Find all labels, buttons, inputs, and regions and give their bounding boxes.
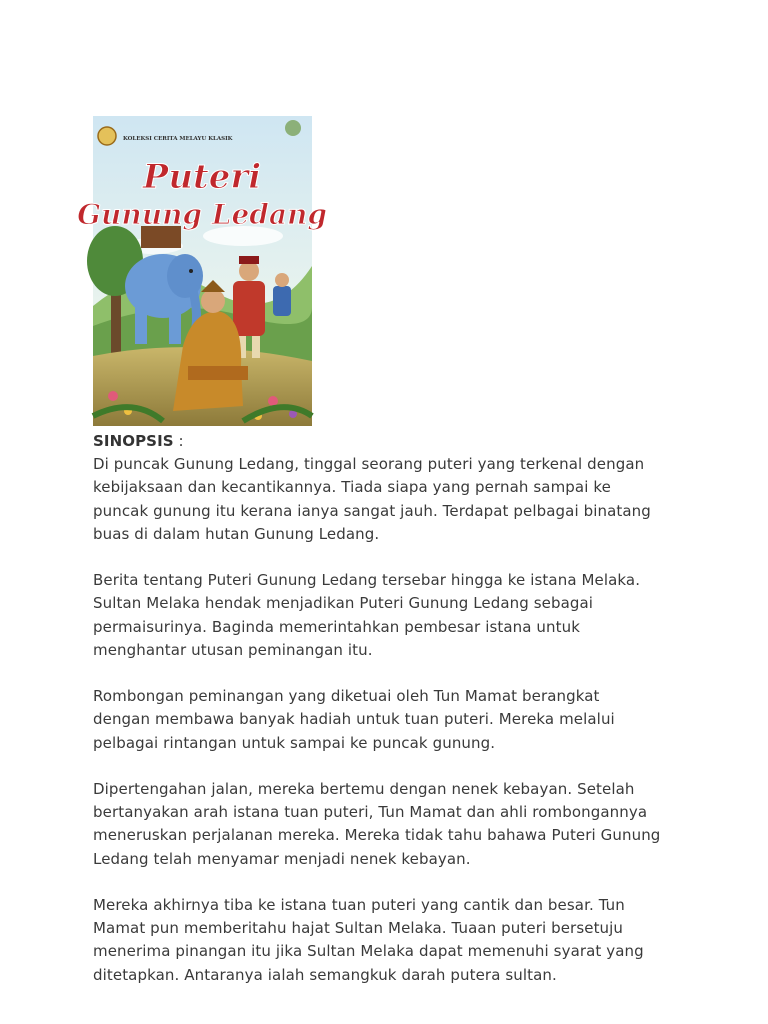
paragraph-line: dengan membawa banyak hadiah untuk tuan puteri. Mereka melalui xyxy=(93,710,615,729)
paragraph-line: meneruskan perjalanan mereka. Mereka tidak tahu bahawa Puteri Gunung xyxy=(93,826,661,845)
paragraph-line: Dipertengahan jalan, mereka bertemu dengan nenek kebayan. Setelah xyxy=(93,780,635,798)
book-cover-illustration xyxy=(77,116,327,426)
book-cover xyxy=(77,116,327,426)
paragraph-line: Ledang telah menyamar menjadi nenek kebayan. xyxy=(93,849,471,868)
paragraph-line: Mereka akhirnya tiba ke istana tuan puteri yang cantik dan besar. Tun xyxy=(93,896,625,914)
synopsis-text xyxy=(93,430,693,1010)
synopsis-heading-line xyxy=(93,430,693,453)
paragraph-line: permaisurinya. Baginda memerintahkan pembesar istana untuk xyxy=(93,617,581,636)
paragraph xyxy=(93,453,693,546)
paragraph-line: Di puncak Gunung Ledang, tinggal seorang puteri yang terkenal dengan xyxy=(93,455,645,474)
synopsis-heading: SINOPSIS xyxy=(93,432,174,450)
paragraph xyxy=(93,894,693,987)
paragraph-line: Rombongan peminangan yang diketuai oleh Tun Mamat berangkat xyxy=(93,687,600,706)
paragraph-line: menghantar utusan peminangan itu. xyxy=(93,640,373,659)
paragraph-line: Mamat pun memberitahu hajat Sultan Melaka. Tuaan puteri bersetuju xyxy=(93,919,624,938)
paragraph-line: buas di dalam hutan Gunung Ledang. xyxy=(93,524,380,543)
paragraph-line: Berita tentang Puteri Gunung Ledang tersebar hingga ke istana Melaka. xyxy=(93,571,641,590)
cover-series-text: KOLEKSI CERITA MELAYU KLASIK xyxy=(123,136,233,142)
paragraph-line: Sultan Melaka hendak menjadikan Puteri Gunung Ledang sebagai xyxy=(93,594,594,613)
paragraph-line: puncak gunung itu kerana ianya sangat jauh. Terdapat pelbagai binatang xyxy=(93,501,651,520)
synopsis-heading-colon: : xyxy=(173,432,184,450)
paragraph-line: ditetapkan. Antaranya ialah semangkuk darah putera sultan. xyxy=(93,965,557,984)
paragraph xyxy=(93,685,693,755)
paragraph-line: bertanyakan arah istana tuan puteri, Tun Mamat dan ahli rombongannya xyxy=(93,803,648,822)
cover-title-line2: Gunung Ledang xyxy=(77,198,327,231)
paragraph-line: kebijaksaan dan kecantikannya. Tiada siapa yang pernah sampai ke xyxy=(93,478,611,497)
paragraph xyxy=(93,569,693,662)
paragraph-line: menerima pinangan itu jika Sultan Melaka dapat memenuhi syarat yang xyxy=(93,942,644,961)
cover-title-line1: Puteri xyxy=(142,157,262,197)
paragraph-line: pelbagai rintangan untuk sampai ke puncak gunung. xyxy=(93,733,496,752)
paragraph xyxy=(93,778,693,871)
